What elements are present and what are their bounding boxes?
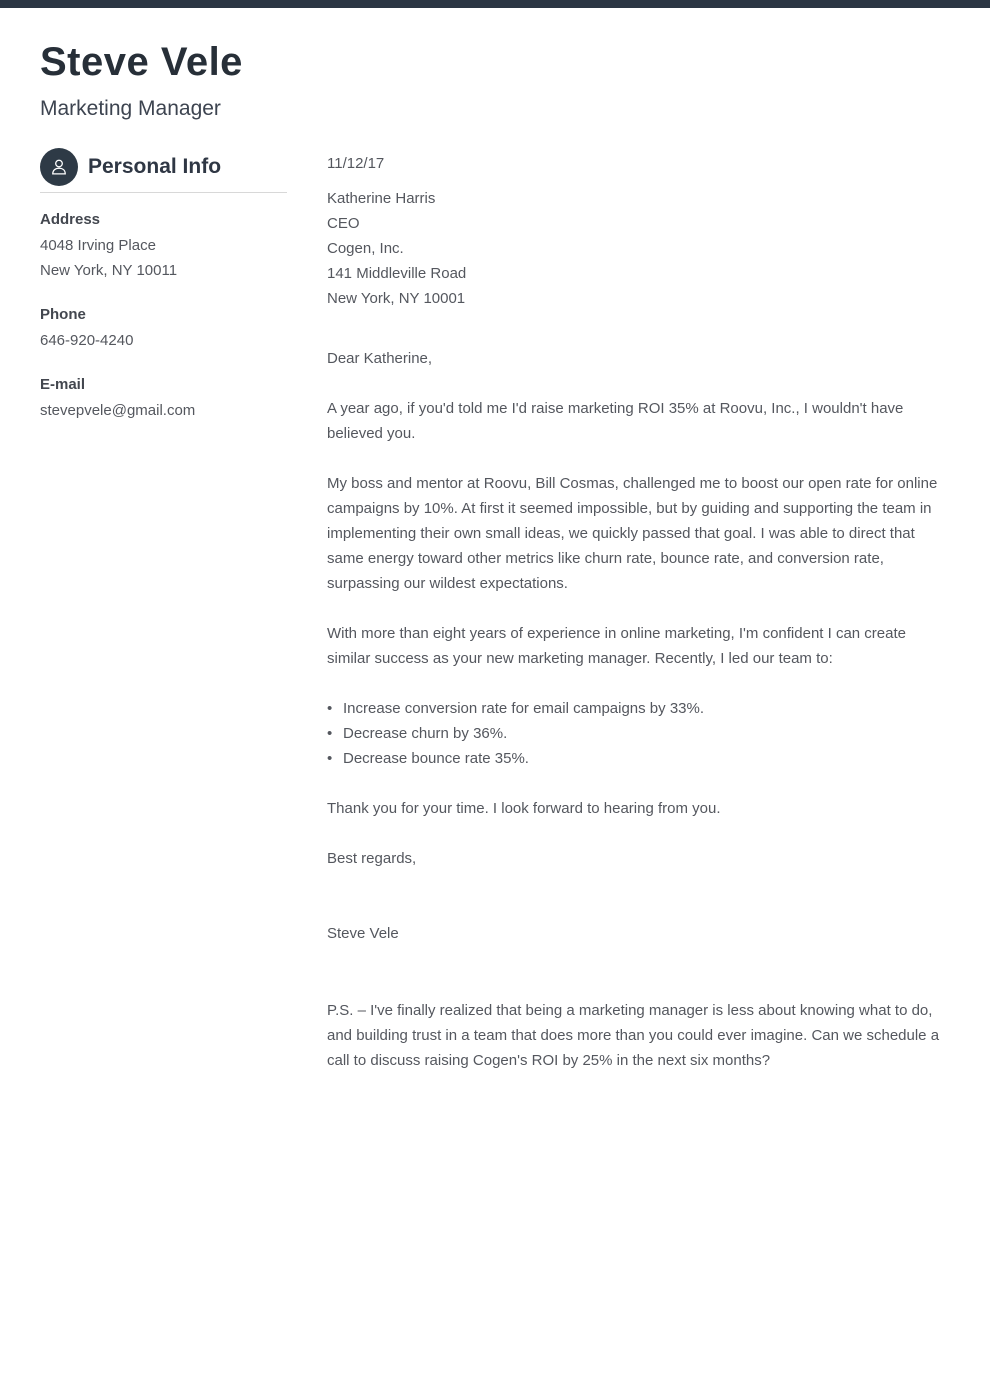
recipient-name: Katherine Harris [327,190,436,207]
salutation: Dear Katherine, [327,350,433,367]
content-columns [40,148,950,1088]
recipient-company: Cogen, Inc. [327,240,404,257]
field-value: 4048 Irving Place [40,237,156,254]
list-item [327,696,942,721]
field-email [40,372,287,423]
personal-info-sidebar [40,148,287,1088]
field-phone [40,302,287,353]
bullet-icon: • [327,750,333,767]
list-item-text: Decrease bounce rate 35%. [343,750,529,767]
list-item-text: Decrease churn by 36%. [343,725,508,742]
field-address [40,207,287,283]
sidebar-section-title: Personal Info [88,155,222,178]
recipient-street: 141 Middleville Road [327,265,467,282]
recipient-role: CEO [327,215,360,232]
sidebar-divider [40,192,287,193]
field-value: 646-920-4240 [40,332,134,349]
recipient-city: New York, NY 10001 [327,290,466,307]
list-item [327,746,942,771]
field-value: stevepvele@gmail.com [40,402,196,419]
list-item-text: Increase conversion rate for email campaigns by 33%. [343,700,705,717]
closing-paragraph: Thank you for your time. I look forward to hearing from you. [327,800,721,817]
letter-body [327,148,942,1088]
paragraph: With more than eight years of experience in online marketing, I'm confident I can create similar success as your new marketing manager. Recently, I led our team to: [327,625,906,667]
field-label: Address [40,211,101,228]
bullet-icon: • [327,700,333,717]
personal-info-header [40,148,287,186]
list-item [327,721,942,746]
field-label: Phone [40,306,86,323]
paragraph: My boss and mentor at Roovu, Bill Cosmas, challenged me to boost our open rate for online campaigns by 10%. At first it seemed impossible, but by guiding and supporting the team in implementing their own small ideas, we quickly passed that goal. I was able to direct that same energy toward other metrics like churn rate, bounce rate, and conversion rate, surpassing our wildest expectations. [327,475,938,592]
signature-name: Steve Vele [327,925,399,942]
person-icon [40,148,78,186]
page-title: Steve Vele [40,40,243,84]
achievement-list [327,696,942,771]
bullet-icon: • [327,725,333,742]
postscript: P.S. – I've finally realized that being a marketing manager is less about knowing what to do, and building trust in a team that does more than you could ever imagine. Can we schedule a call to discuss raising Cogen's ROI by 25% in the next six months? [327,1002,940,1069]
cover-letter-page [0,40,990,1088]
field-label: E-mail [40,376,86,393]
field-value: New York, NY 10011 [40,262,178,279]
letter-date: 11/12/17 [327,155,385,172]
sign-off: Best regards, [327,850,417,867]
recipient-block [327,186,942,311]
top-accent-bar [0,0,990,8]
paragraph: A year ago, if you'd told me I'd raise marketing ROI 35% at Roovu, Inc., I wouldn't have believed you. [327,400,904,442]
job-title: Marketing Manager [40,97,221,120]
